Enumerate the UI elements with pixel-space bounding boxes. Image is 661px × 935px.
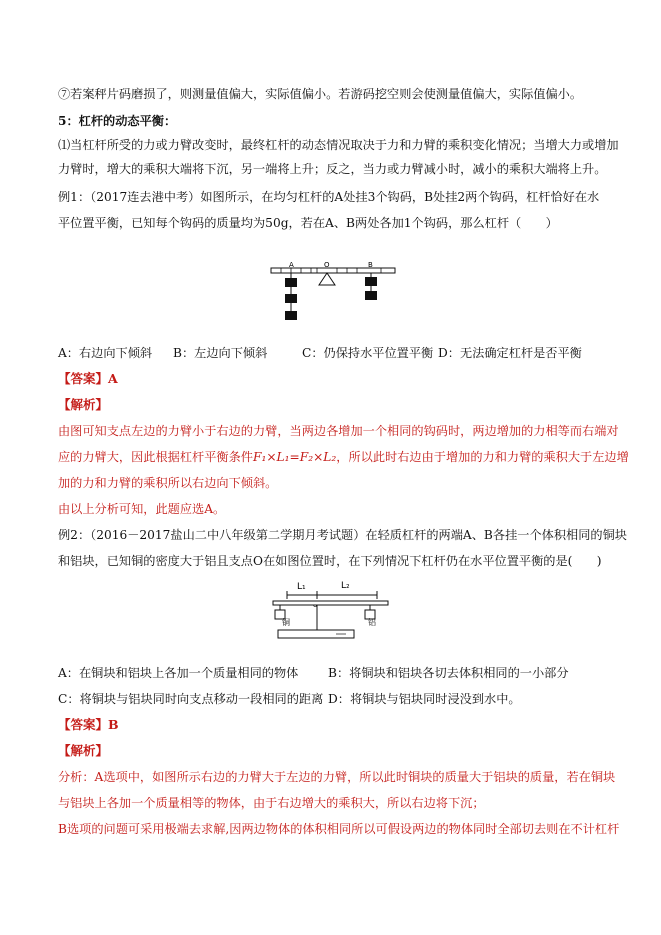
text-line: 力臂时，增大的乘积大端将下沉，另一端将上升；反之，当力或力臂减小时，减小的乘积大端将上升。 [58, 162, 607, 176]
question-text: 例1：（2017连去港中考）如图所示，在均匀杠杆的A处挂3个钩码，B处挂2两个钩码，杠杆恰好在水 [58, 190, 600, 204]
analysis-text: B选项的问题可采用极端去求解,因两边物体的体积相同所以可假设两边的物体同时全部切去则在不计杠杆 [58, 822, 620, 836]
text-line: ⑦若案秤片码磨损了，则测量值偏大，实际值偏小。若游码挖空则会使测量值偏大，实际值偏小。 [58, 87, 583, 101]
answer-label: 【答案】B [58, 717, 119, 732]
hook-weight [365, 277, 377, 286]
lever-figure-2 [270, 578, 390, 646]
analysis-label: 【解析】 [58, 397, 109, 412]
formula: F₁×L₁=F₂×L₂ [253, 450, 337, 464]
option-a[interactable]: A：右边向下倾斜 [58, 346, 153, 360]
label-a: A [289, 261, 294, 269]
conclusion-text: 由以上分析可知，此题应选A。 [58, 502, 226, 516]
question-text: 平位置平衡，已知每个钩码的质量均为50g，若在A、B两处各加1个钩码，那么杠杆（ ） [58, 216, 558, 230]
label-aluminum: 铝 [368, 618, 376, 627]
label-copper: 铜 [282, 618, 290, 627]
analysis-text: 分析：A选项中，如图所示右边的力臂大于左边的力臂，所以此时铜块的质量大于铝块的质量，若在铜块 [58, 770, 616, 784]
option-b[interactable]: B：将铜块和铝块各切去体积相同的一小部分 [328, 666, 569, 680]
option-a[interactable]: A：在铜块和铝块上各加一个质量相同的物体 [58, 666, 299, 680]
hook-weight [285, 278, 297, 287]
analysis-text: 应的力臂大，因此根据杠杆平衡条件F₁×L₁=F₂×L₂，所以此时右边由于增加的力和力臂的乘积大于左边增 [58, 450, 629, 464]
analysis-text: 加的力和力臂的乘积所以右边向下倾斜。 [58, 476, 278, 490]
answer-label: 【答案】A [58, 371, 118, 386]
option-d[interactable]: D：将铜块与铝块同时浸没到水中。 [328, 692, 521, 706]
analysis-label: 【解析】 [58, 743, 109, 758]
option-c[interactable]: C：将铜块与铝块同时向支点移动一段相同的距离 [58, 692, 324, 706]
hook-weight [365, 291, 377, 300]
analysis-text: 由图可知支点左边的力臂小于右边的力臂，当两边各增加一个相同的钩码时，两边增加的力相等而右端对 [58, 424, 619, 438]
option-b[interactable]: B：左边向下倾斜 [173, 346, 268, 360]
lever-figure-1 [270, 258, 396, 324]
label-l1: L₁ [297, 582, 306, 592]
fulcrum-icon [319, 273, 335, 285]
label-b: B [368, 261, 373, 269]
text-line: ⑴当杠杆所受的力或力臂改变时，最终杠杆的动态情况取决于力和力臂的乘积变化情况；当增大力或增加 [58, 138, 619, 152]
label-o: O [324, 261, 330, 269]
section-heading: 5：杠杆的动态平衡： [58, 114, 177, 128]
question-text: 和铝块，已知铜的密度大于铝且支点O在如图位置时，在下列情况下杠杆仍在水平位置平衡的是( ) [58, 554, 602, 568]
option-c[interactable]: C：仍保持水平位置平衡 [302, 346, 434, 360]
question-text: 例2：（2016－2017盐山二中八年级第二学期月考试题）在轻质杠杆的两端A、B各挂一个体积相同的铜块 [58, 528, 627, 542]
analysis-text: 与铝块上各加一个质量相等的物体，由于右边增大的乘积大，所以右边将下沉； [58, 796, 485, 810]
hook-weight [285, 294, 297, 303]
hook-weight [285, 311, 297, 320]
label-l2: L₂ [341, 581, 350, 591]
option-d[interactable]: D：无法确定杠杆是否平衡 [438, 346, 582, 360]
